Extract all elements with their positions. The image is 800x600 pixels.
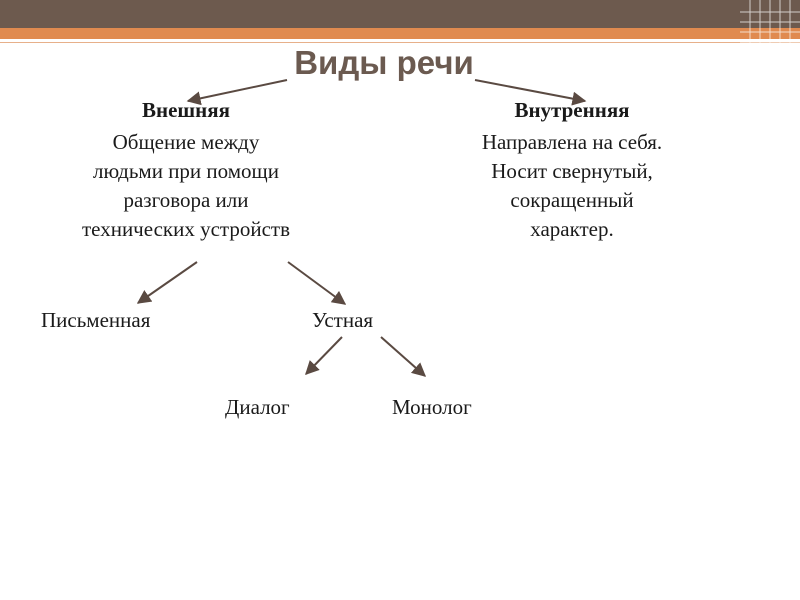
arrow-to-oral xyxy=(288,262,345,304)
oral-speech-label: Устная xyxy=(312,308,374,332)
written-speech-label: Письменная xyxy=(41,308,151,332)
outer-line: людьми при помощи xyxy=(93,159,279,183)
outer-speech-heading: Внешняя xyxy=(142,98,230,122)
arrow-to-dialog xyxy=(306,337,342,374)
inner-speech-heading: Внутренняя xyxy=(514,98,630,122)
inner-line: Носит свернутый, xyxy=(491,159,653,183)
inner-line: сокращенный xyxy=(510,188,634,212)
outer-line: разговора или xyxy=(123,188,249,212)
outer-line: технических устройств xyxy=(81,217,291,241)
inner-speech-description xyxy=(422,128,722,244)
arrow-to-written xyxy=(138,262,197,303)
inner-line: характер. xyxy=(530,217,614,241)
outer-speech-description xyxy=(36,128,336,244)
outer-line: Общение между xyxy=(112,130,260,154)
page-title: Виды речи xyxy=(294,44,474,81)
arrow-to-monolog xyxy=(381,337,425,376)
monolog-label: Монолог xyxy=(392,395,472,419)
dialog-label: Диалог xyxy=(225,395,290,419)
inner-line: Направлена на себя. xyxy=(481,130,663,154)
